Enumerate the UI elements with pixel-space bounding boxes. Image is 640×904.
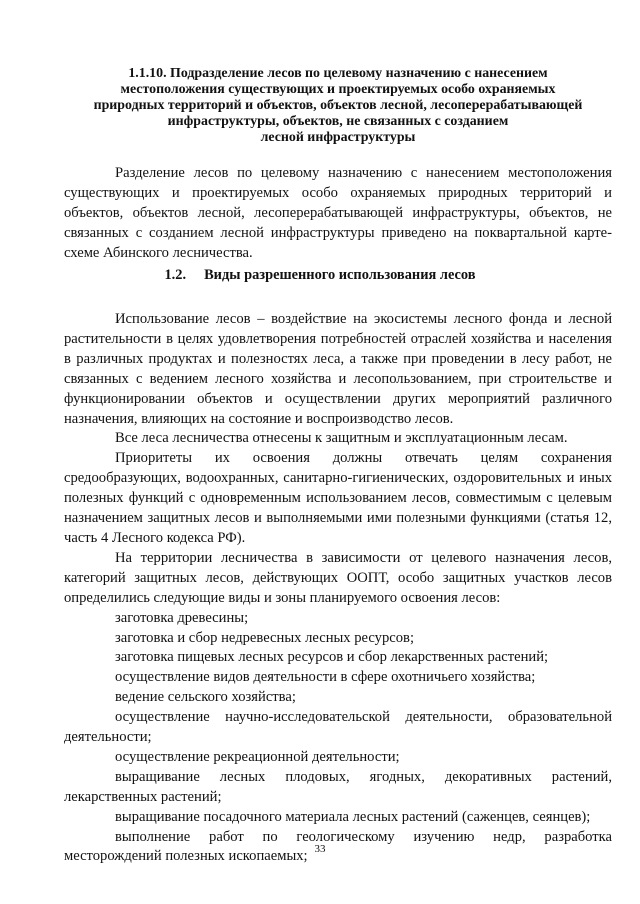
list-item: осуществление рекреационной деятельности; [115, 748, 400, 765]
heading-line: инфраструктуры, объектов, не связанных с созданием [167, 114, 509, 129]
heading-line: лесной инфраструктуры [260, 130, 416, 145]
heading-line: 1.1.10. Подразделение лесов по целевому назначению с нанесением [128, 66, 548, 81]
paragraph: Использование лесов – воздействие на экосистемы лесного фонда и лесной растительности в целях удовлетворения потребностей отраслей хозяйства и населения в различных продуктах и полезностях леса, а также при проведении в лесу работ, не связанных с ведением лесного хозяйства и лесопользованием, при строительстве и функционировании объектов и осуществлении других мероприятий различного назначения, влияющих на состояние и воспроизводство лесов. [64, 311, 612, 427]
page-number: 33 [314, 843, 326, 855]
paragraph: Приоритеты их освоения должны отвечать целям сохранения средообразующих, водоохранных, санитарно-гигиенических, оздоровительных и иных полезных функций с одновременным использованием лесов, совместимым с целевым назначением защитных лесов и выполняемыми ими полезными функциями (статья 12, часть 4 Лесного кодекса РФ). [64, 450, 612, 546]
section-heading [0, 266, 640, 284]
list-item: выращивание лесных плодовых, ягодных, декоративных растений, лекарственных растений; [64, 768, 612, 805]
list-item: выращивание посадочного материала лесных растений (саженцев, сеянцев); [115, 808, 591, 825]
list-item: ведение сельского хозяйства; [115, 689, 296, 706]
intro-block [64, 164, 612, 264]
list-item: заготовка древесины; [115, 609, 249, 626]
heading-line: местоположения существующих и проектируемых особо охраняемых [120, 82, 556, 97]
subsection-heading [64, 66, 612, 146]
main-text-block [64, 310, 612, 867]
list-item: выполнение работ по геологическому изучению недр, разработка месторождений полезных ископаемых; [64, 828, 612, 865]
list-item: осуществление видов деятельности в сфере охотничьего хозяйства; [115, 669, 536, 686]
list-item: заготовка и сбор недревесных лесных ресурсов; [115, 629, 414, 646]
section-title: Виды разрешенного использования лесов [204, 267, 476, 283]
heading-line: природных территорий и объектов, объектов лесной, лесоперерабатывающей [93, 98, 583, 113]
list-item: осуществление научно-исследовательской деятельности, образовательной деятельности; [64, 709, 612, 746]
intro-paragraph: Разделение лесов по целевому назначению с нанесением местоположения существующих и проектируемых особо охраняемых природных территорий и объектов, объектов лесной, лесоперерабатывающей инфраструктуры, объектов, не связанных с созданием лесной инфраструктуры приведено на поквартальной карте-схеме Абинского лесничества. [64, 165, 612, 261]
section-number: 1.2. [164, 267, 187, 283]
paragraph: На территории лесничества в зависимости от целевого назначения лесов, категорий защитных лесов, действующих ООПТ, особо защитных участков лесов определились следующие виды и зоны планируемого освоения лесов: [64, 549, 612, 606]
paragraph: Все леса лесничества отнесены к защитным и эксплуатационным лесам. [115, 430, 568, 447]
list-item: заготовка пищевых лесных ресурсов и сбор лекарственных растений; [115, 649, 549, 666]
